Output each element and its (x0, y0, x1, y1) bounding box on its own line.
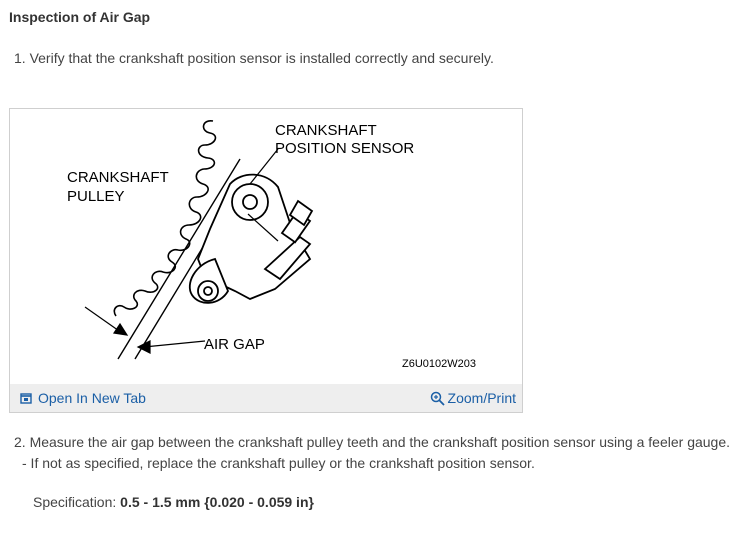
spec-label: Specification: (33, 494, 121, 510)
step-2-text: 2. Measure the air gap between the crankshaft pulley teeth and the crankshaft position sensor using a feeler gauge. (14, 434, 731, 450)
label-air-gap: AIR GAP (204, 336, 265, 353)
zoom-print-label: Zoom/Print (447, 390, 516, 406)
open-new-tab-link[interactable] (20, 390, 146, 406)
step-2-subnote: - If not as specified, replace the crankshaft pulley or the crankshaft position sensor. (22, 455, 535, 471)
figure-toolbar (10, 384, 522, 412)
section-title: Inspection of Air Gap (9, 9, 151, 25)
figure-panel (9, 108, 523, 413)
open-new-tab-label: Open In New Tab (38, 390, 146, 406)
label-pulley-line2: PULLEY (67, 188, 125, 205)
open-new-tab-icon (20, 392, 32, 404)
specification (33, 494, 314, 510)
spec-value: 0.5 - 1.5 mm {0.020 - 0.059 in} (120, 494, 314, 510)
sensor-body (190, 175, 312, 303)
label-sensor-line2: POSITION SENSOR (275, 140, 415, 157)
air-gap-diagram (10, 109, 522, 384)
label-sensor-line1: CRANKSHAFT (275, 122, 377, 139)
figure-code: Z6U0102W203 (402, 358, 476, 370)
step-1-text: 1. Verify that the crankshaft position sensor is installed correctly and securely. (14, 50, 494, 66)
label-pulley-line1: CRANKSHAFT (67, 169, 169, 186)
zoom-print-link[interactable] (430, 390, 516, 406)
magnifier-icon (430, 391, 445, 406)
